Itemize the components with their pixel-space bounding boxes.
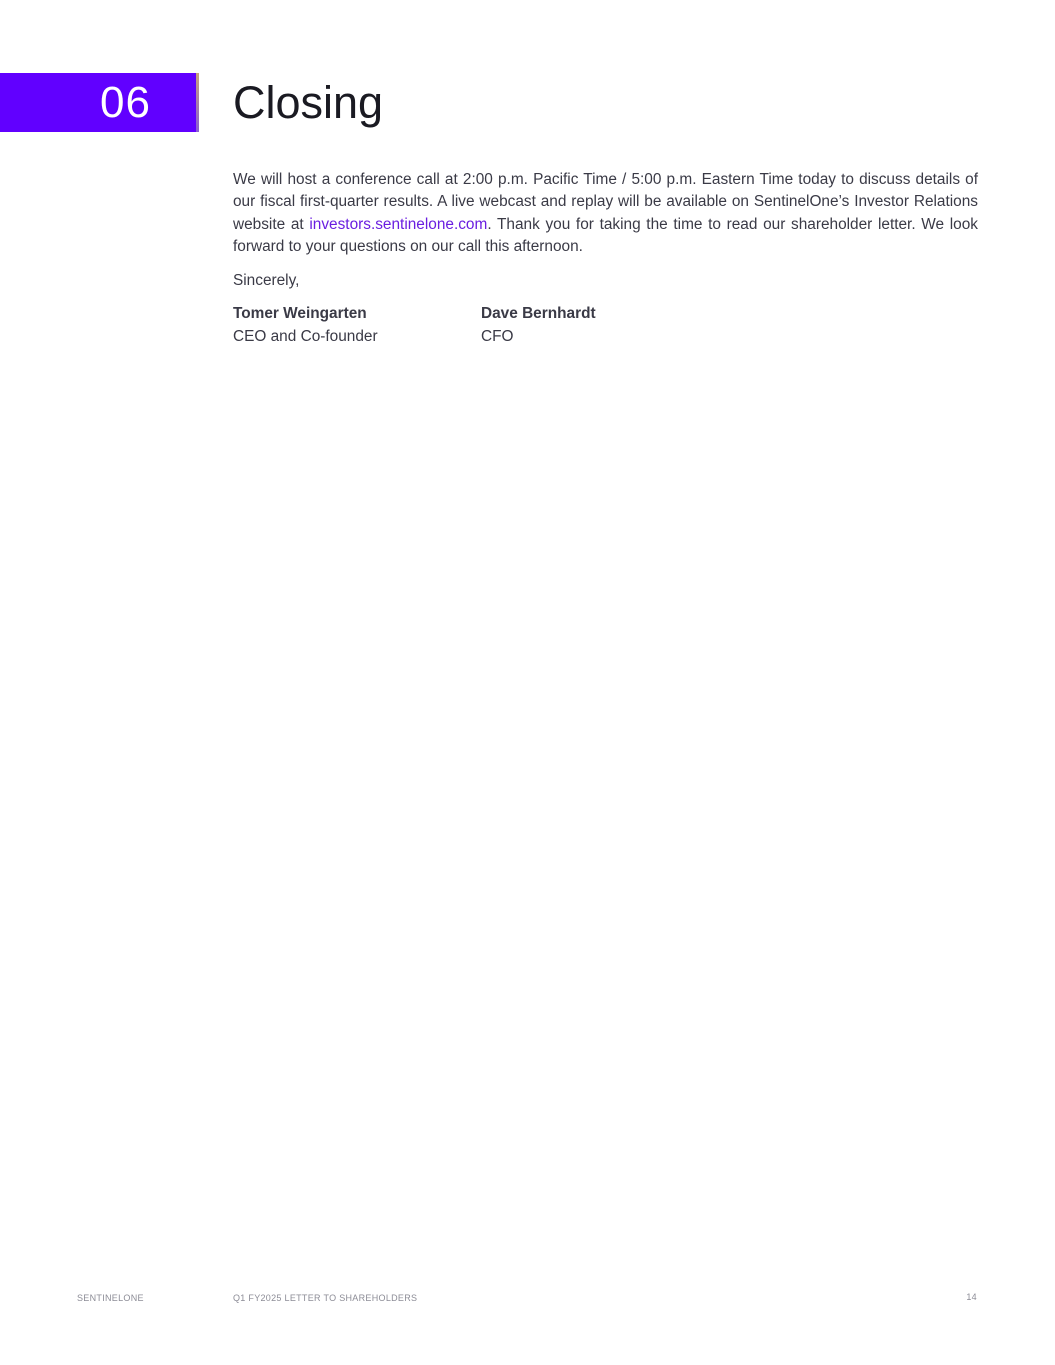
- page-title: Closing: [233, 77, 384, 128]
- section-accent-bar: [196, 73, 199, 132]
- closing-paragraph: [233, 169, 978, 258]
- signer-name: Tomer Weingarten: [233, 305, 367, 322]
- signer-ceo: [233, 303, 378, 348]
- footer-page-number: 14: [966, 1292, 977, 1302]
- signer-cfo: [481, 303, 596, 348]
- signer-title: CEO and Co-founder: [233, 327, 378, 345]
- signer-name: Dave Bernhardt: [481, 305, 596, 322]
- footer-company: SENTINELONE: [77, 1293, 144, 1303]
- section-number: 06: [100, 78, 151, 127]
- paragraph-text-start: We will host a conference call at 2:00 p.m. Pacific Time / 5:00 p.m. Eastern Time today to discuss details of our fiscal first-quarter results. A live webcast and replay will be available on SentinelOne’s Investor Relations website at: [233, 171, 978, 233]
- signer-title: CFO: [481, 327, 514, 345]
- paragraph-text-end: . Thank you for taking the time to read our shareholder letter. We look forward to your questions on our call this afternoon.: [233, 215, 978, 255]
- sign-off: Sincerely,: [233, 272, 300, 289]
- footer-document-title: Q1 FY2025 LETTER TO SHAREHOLDERS: [233, 1293, 418, 1303]
- investor-relations-link[interactable]: investors.sentinelone.com: [309, 215, 488, 233]
- section-number-block: [0, 73, 196, 132]
